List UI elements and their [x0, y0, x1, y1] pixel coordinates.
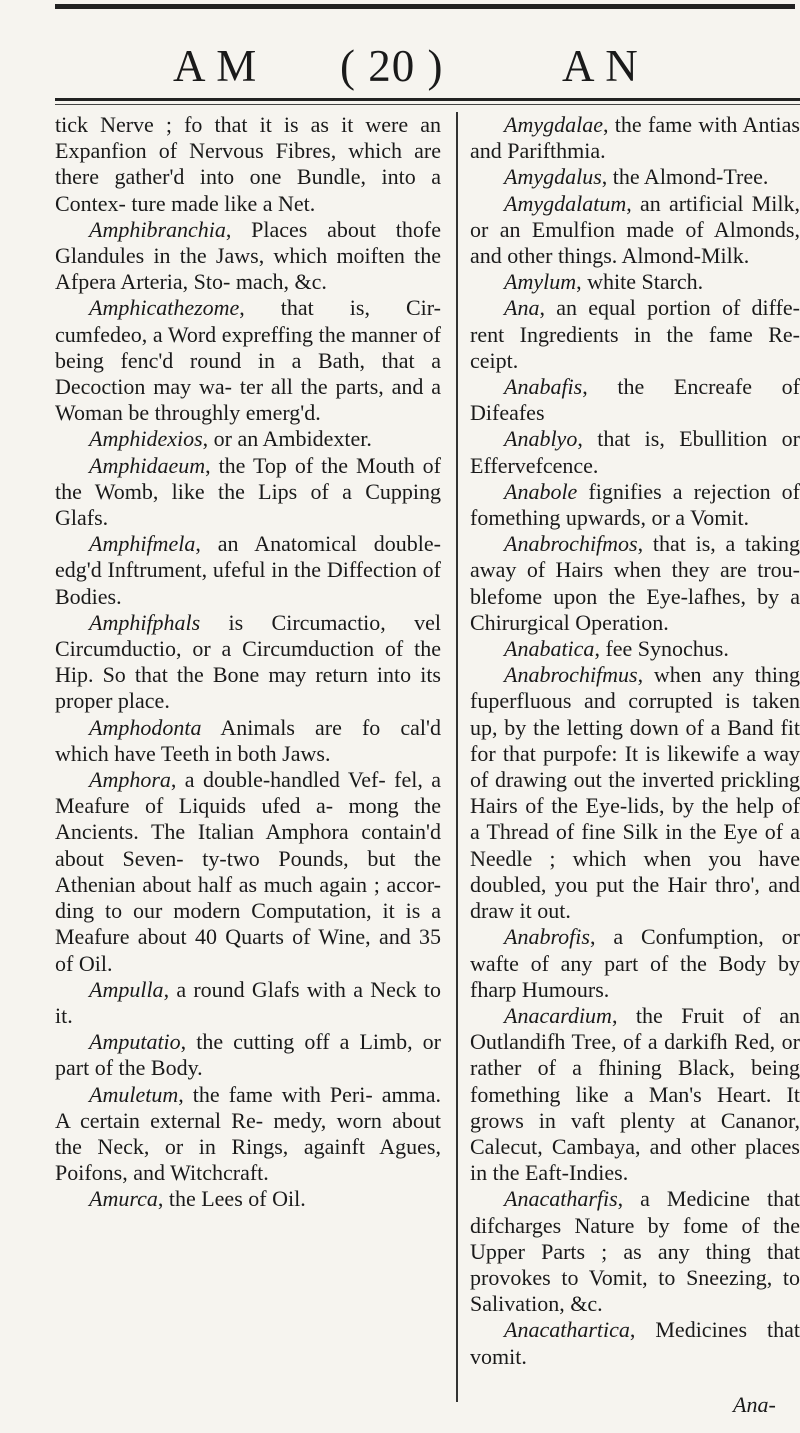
dictionary-entry [470, 479, 800, 531]
entry-term: Anabatica [504, 636, 595, 662]
entry-term: Anabole [504, 478, 578, 504]
entry-definition: , white Starch. [576, 269, 704, 295]
entry-definition: , the Lees of Oil. [157, 1186, 306, 1212]
dictionary-entry [470, 269, 800, 295]
entry-definition: , or an Ambidexter. [202, 426, 372, 452]
entry-definition: , an equal portion of diffe- rent Ingredients in the fame Re- ceipt. [470, 295, 800, 373]
entry-term: Amphifmela [89, 531, 196, 557]
entry-term: Amylum [504, 269, 577, 295]
entry-term: Anabrochifmos [504, 531, 638, 557]
dictionary-entry [55, 1029, 441, 1081]
entry-definition: , a Confumption, or wafte of any part of the Body by fharp Humours. [470, 924, 800, 1002]
entry-definition: , a round Glafs with a Neck to it. [55, 976, 441, 1028]
entry-definition: , an Anatomical double-edg'd Inftrument, ufeful in the Diffection of Bodies. [55, 531, 441, 609]
dictionary-entry [55, 295, 441, 426]
entry-term: Anablyo [504, 426, 578, 452]
entry-definition: , when any thing fuperfluous and corrupted is taken up, by the letting down of a Band fit for that purpofe: It is likewife a way of drawing out the inverted prickling Hairs of the Eye-lids, by the help of a Thread of fine Silk in the Eye of a Needle ; which when you have doubled, you put the Hair thro', and draw it out. [470, 662, 800, 924]
entry-term: Anabafis [504, 374, 583, 400]
dictionary-entry [55, 715, 441, 767]
entry-definition: , the Almond-Tree. [601, 164, 769, 190]
dictionary-entry [470, 164, 800, 190]
entry-term: Amphodonta [89, 714, 202, 740]
entry-definition: , the fame with Peri- amma. A certain external Re- medy, worn about the Neck, or in Rings, againft Agues, Poifons, and Witchcraft. [55, 1081, 441, 1186]
dictionary-entry [470, 636, 800, 662]
entry-definition: , the fame with Antias and Parifthmia. [470, 112, 800, 164]
dictionary-entry [55, 453, 441, 532]
dictionary-entry [470, 662, 800, 924]
dictionary-entry [55, 610, 441, 715]
dictionary-entry [55, 531, 441, 610]
entry-term: Amygdalus [504, 164, 602, 190]
catchword: Ana- [733, 1392, 776, 1417]
dictionary-entry [55, 426, 441, 452]
entry-definition: , the Encreafe of Difeafes [470, 374, 800, 426]
dictionary-entry [470, 426, 800, 478]
dictionary-entry [470, 1317, 800, 1369]
entry-term: Anabrofis [504, 924, 590, 950]
dictionary-entry [470, 112, 800, 164]
entry-term: Amphibranchia [89, 216, 226, 242]
dictionary-entry [55, 1186, 441, 1212]
entry-definition: , that is, a taking away of Hairs when they are trou- blefome upon the Eye-lafhes, by a Chirurgical Operation. [470, 531, 800, 635]
entry-definition: fignifies a rejection of fomething upwards, or a Vomit. [470, 478, 800, 531]
dictionary-entry [470, 191, 800, 270]
entry-definition: Animals are fo cal'd which have Teeth in both Jaws. [55, 714, 441, 766]
page-number: ( 20 ) [340, 41, 444, 91]
entry-definition: tick Nerve ; fo that it is as it were an Expanfion of Nervous Fibres, which are there gather'd into one Bundle, into a Contex- ture made like a Net. [55, 112, 441, 216]
entry-term: Amputatio [89, 1029, 181, 1055]
entry-definition: , that is, Cir- cumfedeo, a Word expreffing the manner of being fenc'd round in a Bath, that a Decoction may wa- ter all the parts, and a Woman be throughly emerg'd. [55, 295, 441, 426]
entry-definition: is Circumactio, vel Circumductio, or a Circumduction of the Hip. So that the Bone may return into its proper place. [55, 609, 441, 714]
dictionary-entry [470, 531, 800, 636]
entry-term: Amurca [89, 1186, 158, 1212]
entry-term: Amphidaeum [89, 452, 206, 478]
dictionary-entry [470, 1003, 800, 1186]
entry-term: Anacatharfis [504, 1186, 618, 1212]
page-header [55, 40, 795, 100]
entry-definition: , Places about thofe Glandules in the Jaws, which moiften the Afpera Arteria, Sto- mach, &c. [55, 216, 441, 295]
entry-definition: , fee Synochus. [594, 636, 729, 662]
dictionary-entry [55, 1082, 441, 1187]
dictionary-entry [55, 767, 441, 977]
entry-definition: , an artificial Milk, or an Emulfion made of Almonds, and other things. Almond-Milk. [470, 190, 800, 269]
entry-term: Anabrochifmus [504, 662, 638, 688]
entry-term: Amygdalae [504, 112, 603, 137]
column-divider [456, 112, 458, 1402]
dictionary-entry [470, 374, 800, 426]
dictionary-entry [470, 1186, 800, 1317]
top-rule [55, 4, 795, 9]
header-right-letters: A N [562, 41, 639, 91]
entry-term: Amphidexios [89, 426, 203, 452]
left-column [55, 112, 441, 1213]
entry-definition: , the cutting off a Limb, or part of the Body. [55, 1029, 441, 1081]
entry-term: Anacathartica [504, 1317, 630, 1343]
entry-definition: , the Fruit of an Outlandifh Tree, of a darkifh Red, or rather of a fhining Black, being fomething like a Man's Heart. It grows in vaft plenty at Cananor, Calecut, Cambaya, and other places in the Eaft-Indies. [470, 1002, 800, 1186]
header-rule [55, 98, 800, 101]
entry-definition: , a double-handled Vef- fel, a Meafure of Liquids ufed a- mong the Ancients. The Italian Amphora contain'd about Seven- ty-two Pounds, but the Athenian about half as much again ; accor- ding to our modern Computation, it is a Meafure about 40 Quarts of Wine, and 35 of Oil. [55, 767, 441, 976]
entry-definition: , a Medicine that difcharges Nature by fome of the Upper Parts ; as any thing that provokes to Vomit, to Sneezing, to Salivation, &c. [470, 1186, 800, 1317]
entry-term: Amygdalatum [504, 190, 627, 216]
entry-term: Amphicathezome [89, 295, 240, 321]
right-column [470, 112, 800, 1370]
header-rule-thin [55, 104, 800, 105]
header-left-letters: A M [173, 41, 258, 91]
entry-term: Amphifphals [89, 609, 201, 635]
entry-term: Anacardium [504, 1002, 612, 1028]
entry-term: Amphora [89, 767, 171, 793]
entry-definition: , that is, Ebullition or Effervefcence. [470, 426, 800, 478]
dictionary-entry [470, 295, 800, 374]
entry-term: Ana [504, 295, 540, 321]
entry-definition: , the Top of the Mouth of the Womb, like the Lips of a Cupping Glafs. [55, 452, 441, 531]
dictionary-entry [55, 217, 441, 296]
entry-definition: , Medicines that vomit. [470, 1317, 800, 1369]
dictionary-entry [470, 924, 800, 1003]
dictionary-entry [55, 112, 441, 217]
dictionary-entry [55, 977, 441, 1029]
entry-term: Ampulla [89, 976, 164, 1002]
entry-term: Amuletum [89, 1081, 179, 1107]
